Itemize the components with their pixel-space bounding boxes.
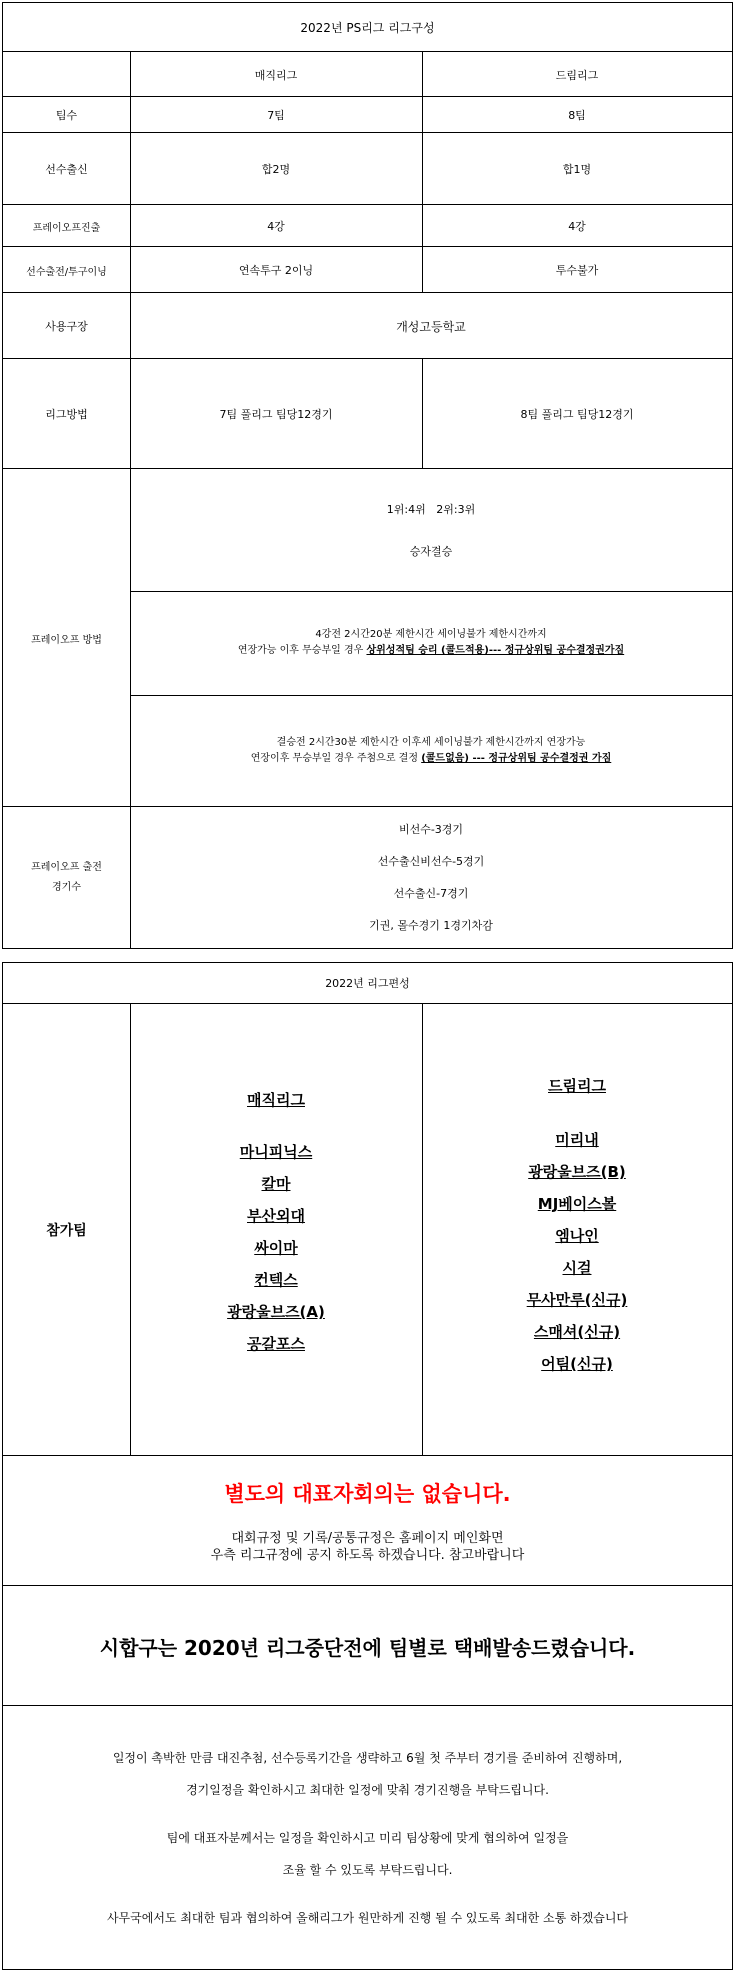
row-label: 프레이오프 방법 (31, 634, 102, 646)
dream-league-title: 드림리그 (548, 1077, 606, 1095)
final-line-2-prefix: 연장이후 무승부일 경우 주첨으로 결정 (250, 753, 422, 764)
table-row-playoff-entry (3, 204, 732, 247)
table-row-pitching (3, 246, 732, 293)
row-label: 팀수 (55, 109, 78, 122)
dream-value: 4강 (568, 220, 586, 233)
team-name: 엠나인 (555, 1227, 599, 1245)
closing-block (3, 1706, 732, 1969)
header-magic-league: 매직리그 (254, 68, 298, 82)
league-header-row (3, 51, 732, 97)
notice-block (3, 1456, 732, 1586)
team-name: 광랑울브즈(B) (528, 1163, 626, 1181)
games-label-line-2: 경기수 (52, 882, 81, 893)
matchups-text: 1위:4위 2위:3위 (386, 503, 476, 516)
game-ball-row (3, 1585, 732, 1706)
dream-league-column (422, 1070, 732, 1380)
participating-teams-row (3, 1003, 732, 1456)
dream-value: 8팀 (568, 109, 586, 122)
team-name: 광랑울브즈(A) (227, 1303, 325, 1321)
closing-line: 경기일정을 확인하시고 최대한 일정에 맞춰 경기진행을 부탁드립니다. (186, 1782, 549, 1797)
row-label: 사용구장 (45, 320, 88, 333)
composition-title: 2022년 PS리그 리그구성 (300, 20, 435, 35)
single-elim-text: 승자결승 (409, 545, 453, 558)
header-dream-league: 드림리그 (555, 68, 599, 82)
team-name: 시걸 (562, 1259, 592, 1277)
notice-line-2: 우측 리그규정에 공지 하도록 하겠습니다. 참고바랍니다 (210, 1548, 525, 1563)
playoff-matchups (130, 469, 732, 591)
row-label: 선수출신 (45, 163, 88, 176)
magic-league-column (130, 1084, 422, 1360)
closing-line: 팀에 대표자분께서는 일정을 확인하시고 미리 팀상황에 맞게 협의하여 일정을 (166, 1830, 569, 1845)
magic-value: 합2명 (261, 163, 291, 176)
team-name: 마니피닉스 (239, 1143, 313, 1161)
team-name: 싸이마 (254, 1239, 298, 1257)
table-row-playoff-games (3, 806, 732, 949)
stadium-value: 개성고등학교 (396, 319, 466, 334)
team-name: 부산외대 (247, 1207, 305, 1225)
games-list (130, 807, 732, 949)
semifinal-line-1: 4강전 2시간20분 제한시간 세이닝불가 제한시간까지 (315, 629, 547, 640)
magic-method: 7팀 풀리그 팀당12경기 (219, 408, 333, 421)
table-row-stadium (3, 292, 732, 359)
magic-value: 4강 (267, 220, 285, 233)
row-label: 선수출전/투구이닝 (26, 266, 107, 278)
games-line: 기권, 몰수경기 1경기차감 (369, 919, 493, 932)
closing-line: 사무국에서도 최대한 팀과 협의하여 올해리그가 원만하게 진행 될 수 있도록 최대한 소통 하겠습니다 (106, 1910, 629, 1925)
dream-method: 8팀 풀리그 팀당12경기 (520, 408, 634, 421)
game-ball-notice: 시합구는 2020년 리그중단전에 팀별로 택배발송드렸습니다. (99, 1635, 636, 1660)
notice-row (3, 1455, 732, 1586)
semifinal-line-2-prefix: 연장가능 이후 무승부일 경우 (237, 645, 367, 656)
semifinal-line-2-bold: 상위성적팀 승리 (콜드적용)--- 정규상위팀 공수결정권가짐 (366, 645, 625, 656)
magic-value: 연속투구 2이닝 (238, 264, 314, 277)
final-line-2 (251, 751, 612, 767)
final-line-1: 결승전 2시간30분 제한시간 이후세 세이닝불가 제한시간까지 연장가능 (276, 737, 586, 748)
league-composition-table (2, 2, 733, 949)
team-name: MJ베이스볼 (537, 1195, 617, 1213)
games-line: 선수출신-7경기 (393, 887, 469, 900)
semifinal-line-2 (238, 643, 624, 659)
row-label (3, 807, 130, 949)
dream-value: 투수불가 (555, 264, 599, 277)
team-name: 미리내 (555, 1131, 599, 1149)
table-row-player-origin (3, 132, 732, 205)
games-line: 선수출신비선수-5경기 (377, 855, 485, 868)
team-name: 컨텍스 (254, 1271, 298, 1289)
participating-teams-label: 참가팀 (46, 1223, 87, 1239)
games-label-line-1: 프레이오프 출전 (31, 862, 102, 873)
notice-line-1: 대회규정 및 기록/공통규정은 홈페이지 메인화면 (231, 1531, 504, 1546)
team-name: 스매셔(신규) (533, 1323, 621, 1341)
team-name: 공갈포스 (247, 1335, 305, 1353)
team-name: 어팀(신규) (541, 1355, 613, 1373)
table-row-team-count (3, 96, 732, 133)
semifinal-rules (130, 591, 732, 695)
final-line-2-bold: (콜드없음) --- 정규상위팀 공수결정권 가짐 (421, 753, 612, 764)
closing-row (3, 1705, 732, 1969)
formation-title: 2022년 리그편성 (325, 977, 410, 990)
table-row-league-method (3, 358, 732, 469)
table-row-playoff-method (3, 468, 732, 807)
row-label: 리그방법 (45, 408, 88, 421)
row-label: 프레이오프진출 (32, 222, 101, 234)
magic-league-title: 매직리그 (247, 1091, 305, 1109)
closing-line: 조율 할 수 있도록 부탁드립니다. (282, 1862, 453, 1877)
closing-line: 일정이 촉박한 만큼 대진추첨, 선수등록기간을 생략하고 6월 첫 주부터 경기를 준비하여 진행하며, (112, 1750, 623, 1765)
games-line: 비선수-3경기 (398, 823, 464, 836)
no-representative-meeting-notice: 별도의 대표자회의는 없습니다. (224, 1482, 511, 1506)
team-name: 무사만루(신규) (526, 1291, 628, 1309)
dream-value: 합1명 (562, 163, 592, 176)
magic-value: 7팀 (267, 109, 285, 122)
final-rules (130, 695, 732, 807)
league-formation-table (2, 962, 733, 1970)
team-name: 칼마 (261, 1175, 291, 1193)
